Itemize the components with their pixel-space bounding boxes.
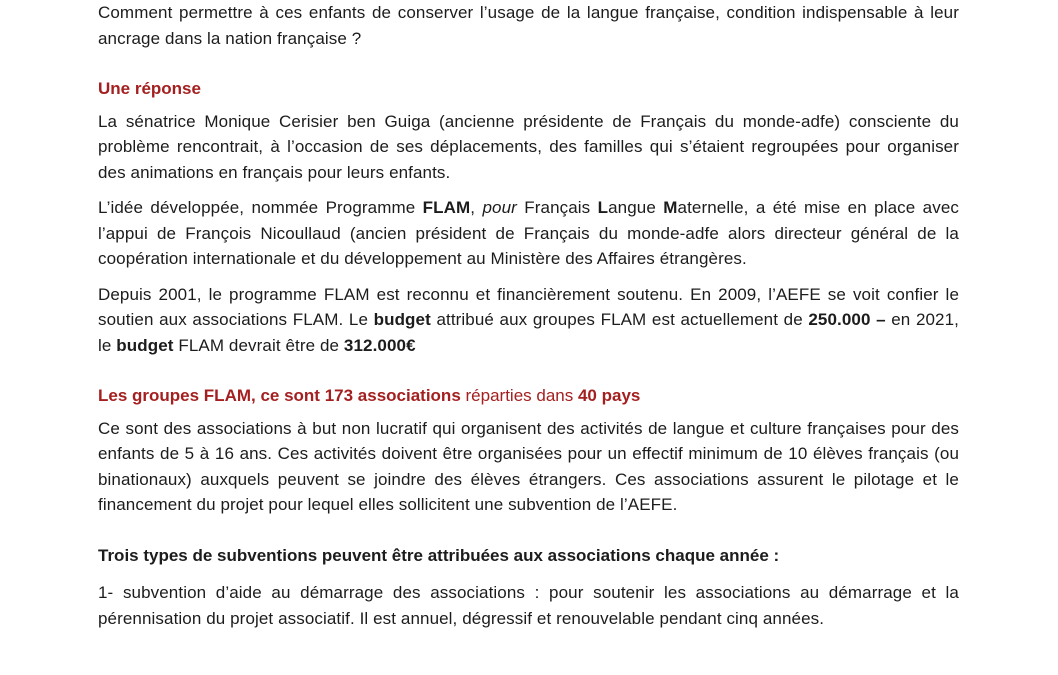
text-segment: FLAM — [422, 198, 471, 217]
text-segment: L’idée développée, nommée Programme — [98, 198, 423, 217]
text-segment: réparties dans — [460, 386, 578, 405]
text-segment: 250.000 – — [808, 310, 886, 329]
paragraph-senatrice — [98, 109, 959, 186]
text-segment: angue — [608, 198, 664, 217]
text-segment: en 2021, le — [98, 310, 959, 355]
text-segment: 312.000€ — [343, 335, 416, 355]
paragraph-idee-flam — [98, 195, 959, 272]
text-segment: Français — [516, 198, 598, 217]
text-segment: Trois types de subventions peuvent être attribuées aux associations chaque année : — [98, 545, 780, 565]
heading-une-reponse — [98, 76, 959, 102]
document-content — [98, 0, 959, 641]
text-segment: budget — [116, 335, 174, 355]
text-segment: La sénatrice Monique Cerisier ben Guiga (ancienne présidente de Français du monde-adfe) consciente du problème rencontrait, à l’occasion de ses déplacements, des familles qui s’étaient regroupées pour organiser des animations en français pour leurs enfants. — [98, 111, 959, 182]
paragraph-subvention-demarrage — [98, 580, 959, 631]
text-segment: 1- subvention d’aide au démarrage des associations : pour soutenir les associations au démarrage et la pérennisation du projet associatif. Il est annuel, dégressif et renouvelable pendant cinq années. — [98, 583, 959, 628]
paragraph-associations — [98, 416, 959, 518]
text-segment: FLAM devrait être de — [173, 335, 344, 355]
text-segment: L — [597, 198, 609, 217]
text-segment: 40 pays — [577, 386, 641, 405]
text-segment: aternelle, a été mise en place avec l’appui de François Nicoullaud (ancien président de Français du monde-adfe alors directeur général de la coopération internationale et du développement au Ministère des Affaires étrangères. — [98, 198, 959, 268]
paragraph-question — [98, 0, 959, 51]
text-segment: Ce sont des associations à but non lucratif qui organisent des activités de langue et culture françaises pour des enfants de 5 à 16 ans. Ces activités doivent être organisées pour un effectif minimum de 10 élèves français (ou binationaux) auxquels peuvent se joindre des élèves étrangers. Ces associations assurent le pilotage et le financement du projet pour lequel elles sollicitent une subvention de l’AEFE. — [98, 418, 959, 514]
text-segment: attribué aux groupes FLAM est actuellement de — [430, 310, 809, 329]
text-segment: M — [663, 198, 678, 217]
text-segment: Depuis 2001, le programme FLAM est reconnu et financièrement soutenu. En 2009, l’AEFE se voit confier le soutien aux associations FLAM. Le — [98, 284, 959, 329]
text-segment: , — [470, 198, 483, 217]
text-segment: budget — [373, 310, 431, 329]
text-segment: pour — [482, 198, 517, 217]
text-segment: Les groupes FLAM, ce sont 173 associations — [98, 386, 461, 405]
heading-trois-subventions — [98, 543, 959, 569]
text-segment: Une réponse — [98, 79, 201, 98]
paragraph-budget — [98, 282, 959, 359]
heading-groupes-flam — [98, 383, 959, 409]
text-segment: Comment permettre à ces enfants de conserver l’usage de la langue française, condition indispensable à leur ancrage dans la nation française ? — [98, 3, 959, 48]
